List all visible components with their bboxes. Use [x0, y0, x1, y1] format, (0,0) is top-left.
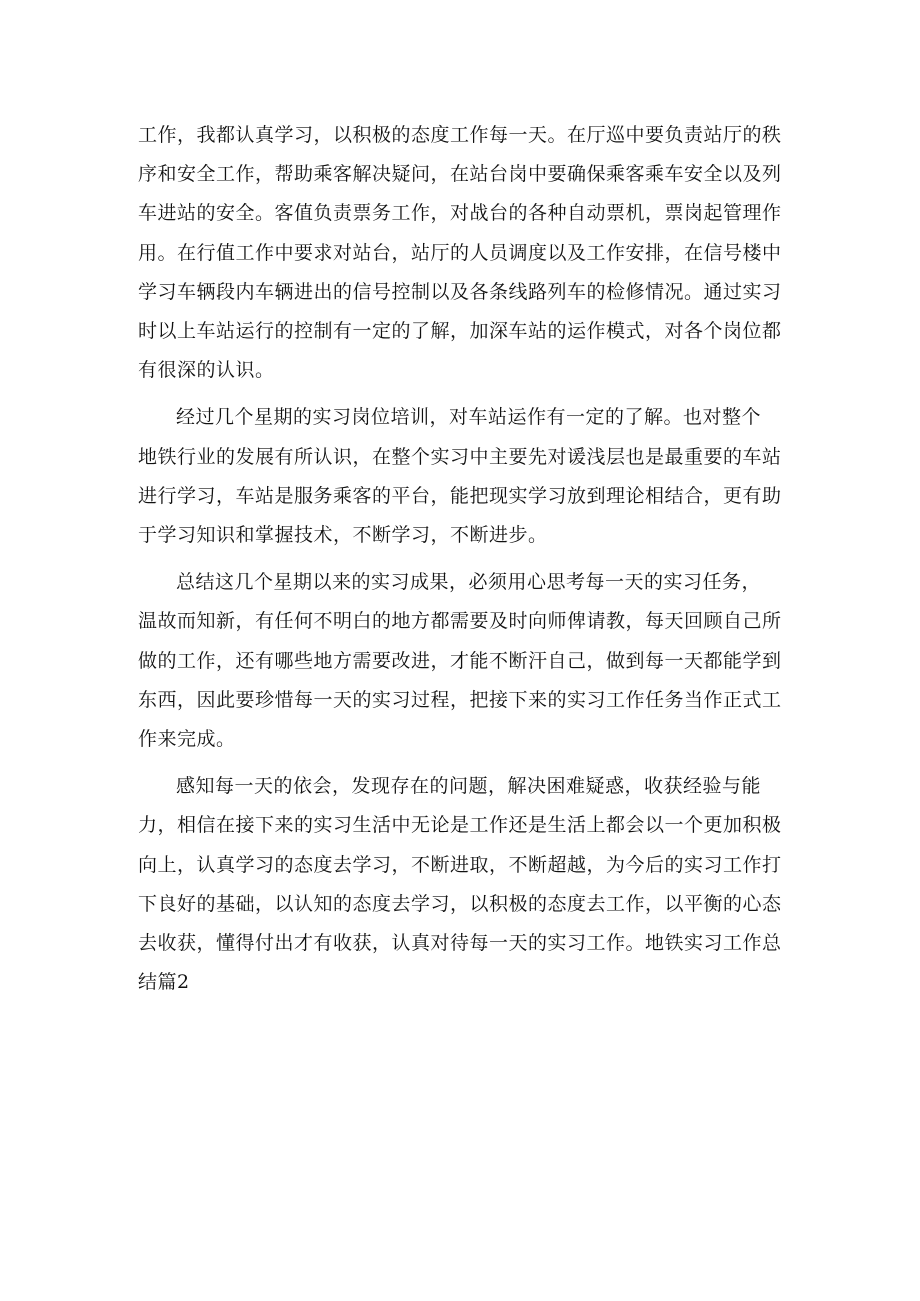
paragraph-3-line-4: 东西，因此要珍惜每一天的实习过程，把接下来的实习工作任务当作正式工 — [138, 688, 782, 711]
paragraph-1-line-1: 工作，我都认真学习，以积极的态度工作每一天。在厅巡中要负责站厅的秩 — [138, 124, 782, 146]
paragraph-4-line-6: 结篇2 — [138, 971, 190, 994]
paragraph-2-line-1: 经过几个星期的实习岗位培训，对车站运作有一定的了解。也对整个 — [176, 406, 762, 429]
paragraph-1-line-7: 有很深的认识。 — [138, 359, 275, 382]
paragraph-3-line-1: 总结这几个星期以来的实习成果，必须用心思考每一天的实习任务， — [176, 571, 762, 594]
paragraph-3-line-5: 作来完成。 — [138, 728, 236, 751]
paragraph-4-line-3: 向上，认真学习的态度去学习，不断进取，不断超越，为今后的实习工作打 — [138, 853, 782, 876]
document-body — [138, 116, 788, 1002]
paragraph-2 — [138, 398, 788, 555]
paragraph-4-line-2: 力，相信在接下来的实习生活中无论是工作还是生活上都会以一个更加积极 — [138, 814, 782, 837]
paragraph-3 — [138, 563, 788, 759]
paragraph-4-line-1: 感知每一天的依会，发现存在的问题，解决困难疑惑，收获经验与能 — [176, 775, 762, 798]
paragraph-2-line-3: 进行学习，车站是服务乘客的平台，能把现实学习放到理论相结合，更有助 — [138, 484, 782, 507]
paragraph-1 — [138, 116, 788, 390]
paragraph-2-line-4: 于学习知识和掌握技术，不断学习，不断进步。 — [138, 524, 548, 547]
paragraph-4-line-5: 去收获，懂得付出才有收获，认真对待每一天的实习工作。地铁实习工作总 — [138, 932, 782, 955]
paragraph-4-line-4: 下良好的基础，以认知的态度去学习，以积极的态度去工作，以平衡的心态 — [138, 892, 782, 915]
paragraph-4 — [138, 767, 788, 1002]
paragraph-2-line-2: 地铁行业的发展有所认识，在整个实习中主要先对谖浅层也是最重要的车站 — [138, 445, 782, 468]
paragraph-3-line-2: 温故而知新，有任何不明白的地方都需要及时向师俾请教，每天回顾自己所 — [138, 610, 782, 633]
paragraph-1-line-3: 车进站的安全。客值负责票务工作，对战台的各种自动票机，票岗起管理作 — [138, 202, 782, 225]
paragraph-1-line-2: 序和安全工作，帮助乘客解决疑问，在站台岗中要确保乘客乘车安全以及列 — [138, 163, 782, 186]
paragraph-3-line-3: 做的工作，还有哪些地方需要改进，才能不断汗自己，做到每一天都能学到 — [138, 649, 782, 672]
paragraph-1-line-5: 学习车辆段内车辆进出的信号控制以及各条线路列车的检修情况。通过实习 — [138, 280, 782, 303]
paragraph-1-line-6: 时以上车站运行的控制有一定的了解，加深车站的运作模式，对各个岗位都 — [138, 320, 782, 343]
paragraph-1-line-4: 用。在行值工作中要求对站台，站厅的人员调度以及工作安排，在信号楼中 — [138, 241, 782, 264]
